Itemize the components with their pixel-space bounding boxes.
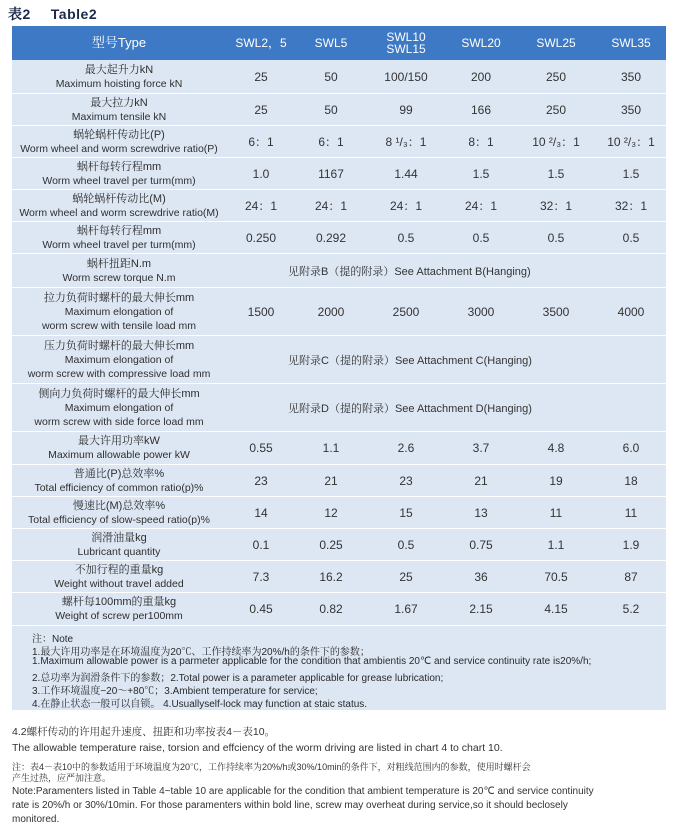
row-label-en: Maximum hoisting force kN [55, 77, 183, 90]
table-row [12, 593, 666, 626]
note-cn: 注：表4－表10中的参数适用于环境温度为20℃，工作持续率为20%/h或30%/10min的条件下，对粗线范围内的参数，使用时螺杆会 [12, 762, 531, 772]
table-cell: 6.0 [622, 441, 640, 455]
table-cell: 24：1 [389, 199, 423, 213]
table-cell: 70.5 [544, 569, 568, 584]
table-cell: 8：1 [468, 135, 494, 149]
row-label-cn: 拉力负荷时螺杆的最大伸长mm [43, 291, 195, 304]
header-model: SWL20 [461, 36, 501, 50]
row-label-cn: 蜗杆每转行程mm [76, 224, 162, 237]
table-cell: 24：1 [314, 199, 348, 213]
table-cell: 0.1 [252, 537, 270, 552]
table-cell: 15 [399, 505, 413, 520]
row-label-cn: 普通比(P)总效率% [73, 467, 165, 480]
row-label-en: Maximum elongation of [64, 305, 174, 318]
row-label-cn: 最大许用功率kW [78, 435, 160, 447]
table-cell: 0.5 [472, 230, 490, 245]
table-cell: 200 [470, 69, 492, 84]
table-cell: 10 ²/₃：1 [532, 135, 580, 149]
table-cell: 23 [399, 473, 413, 488]
table-row [12, 190, 666, 222]
row-label [12, 126, 226, 157]
table-cell: 50 [324, 102, 338, 117]
table-cell: 1167 [318, 166, 344, 181]
table-cell: 0.25 [319, 537, 343, 552]
table-cell: 32：1 [614, 199, 648, 213]
row-label-en: Worm wheel and worm screwdrive ratio(M) [19, 206, 219, 219]
row-label [12, 432, 226, 464]
row-label-cn: 螺杆每100mm的重量kg [61, 596, 177, 608]
table-cell: 0.5 [397, 230, 415, 245]
row-label-en: Maximum allowable power kW [48, 449, 190, 461]
table-cell: 1.0 [252, 166, 270, 181]
table-cell: 3000 [467, 304, 495, 319]
table-cell: 1500 [247, 304, 275, 319]
note-line: 1.Maximum allowable power is a parmeter applicable for the condition that ambientis 20℃ and service continuity rate is20%/h; [32, 656, 592, 667]
row-label-cn: 最大起升力kN [84, 63, 154, 76]
note-en: monitored. [12, 814, 60, 825]
row-label [12, 60, 226, 93]
table-header [12, 26, 666, 60]
note-cn: 产生过热，应严加注意。 [12, 773, 112, 783]
note-line: 1.最大许用功率是在环境温度为20℃、工作持续率为20%/h的条件下的参数； [32, 647, 370, 658]
table-cell: 5.2 [622, 602, 640, 616]
table-cell: 2000 [317, 304, 345, 319]
row-label-en: Worm wheel travel per turm(mm) [42, 174, 196, 187]
table-row [12, 158, 666, 190]
table-cell: 12 [324, 505, 338, 520]
row-label-en: Total efficiency of common ratio(p)% [34, 481, 204, 494]
row-label [12, 190, 226, 221]
table-row [12, 94, 666, 126]
header-model: SWL10 SWL15 [386, 30, 426, 56]
table-cell: 4.15 [544, 602, 568, 616]
table-cell: 250 [545, 69, 567, 84]
table-cell: 0.45 [249, 602, 273, 616]
table-cell: 50 [324, 69, 338, 84]
row-label [12, 94, 226, 125]
row-label [12, 254, 226, 287]
table-cell: 2.6 [397, 441, 415, 455]
row-span-value: 见附录B（提的附录）See Attachment B(Hanging) [288, 265, 531, 278]
table-title [8, 4, 97, 24]
row-label-cn: 蜗杆每转行程mm [76, 160, 162, 173]
table-row [12, 432, 666, 465]
row-label [12, 593, 226, 625]
table-row [12, 529, 666, 561]
note-line: 4.在静止状态一般可以自锁。 4.Usuallyself-lock may function at staic status. [32, 699, 368, 710]
table-row [12, 465, 666, 497]
header-type-label: 型号Type [91, 35, 147, 50]
row-label-en: worm screw with tensile load mm [41, 319, 197, 332]
table-cell: 1.9 [622, 537, 640, 552]
table-row [12, 126, 666, 158]
row-label-cn: 蜗轮蜗杆传动比(P) [73, 128, 165, 141]
table-row [12, 497, 666, 529]
table-cell: 0.55 [249, 441, 273, 455]
table-cell: 16.2 [319, 569, 343, 584]
table-cell: 87 [624, 569, 638, 584]
table-cell: 1.5 [472, 166, 490, 181]
row-label [12, 497, 226, 528]
header-model: SWL2，5 [235, 36, 287, 50]
table-cell: 11 [549, 505, 563, 520]
row-label [12, 222, 226, 253]
row-label-cn: 蜗杆扭距N.m [86, 257, 152, 270]
row-label [12, 336, 226, 383]
row-label-en: Weight of screw per100mm [55, 610, 183, 622]
table-cell: 10 ²/₃：1 [607, 135, 655, 149]
row-label-en: Weight without travel added [54, 577, 184, 590]
row-label [12, 288, 226, 335]
table-cell: 0.5 [397, 537, 415, 552]
table-cell: 2500 [392, 304, 420, 319]
table-cell: 6：1 [318, 135, 344, 149]
table-cell: 18 [624, 473, 638, 488]
table-cell: 25 [399, 569, 413, 584]
row-label-en: Maximum elongation of [64, 401, 174, 414]
table-cell: 11 [624, 505, 638, 520]
table-cell: 1.1 [322, 441, 340, 455]
note-en: rate is 20%/h or 30%/10min. For those paramenters within bold line, screw may overheat during service,so it should beclosely [12, 800, 568, 811]
row-label-en: Worm wheel and worm screwdrive ratio(P) [20, 142, 218, 155]
table-cell: 36 [474, 569, 488, 584]
header-model: SWL5 [314, 36, 348, 50]
row-label-cn: 慢速比(M)总效率% [72, 499, 166, 512]
row-span-value: 见附录C（提的附录）See Attachment C(Hanging) [288, 354, 532, 367]
table-cell: 19 [549, 473, 563, 488]
table-row [12, 336, 666, 384]
row-label-cn: 压力负荷时螺杆的最大伸长mm [43, 339, 195, 352]
table-title-cn: 表2 [8, 6, 31, 22]
row-label-en: Maximum elongation of [64, 353, 174, 366]
row-label-cn: 最大拉力kN [90, 96, 148, 109]
table-cell: 6：1 [248, 135, 274, 149]
table-cell: 1.5 [547, 166, 565, 181]
table-cell: 24：1 [464, 199, 498, 213]
table-cell: 99 [399, 102, 413, 117]
table-cell: 0.292 [315, 230, 347, 245]
table-cell: 0.82 [319, 602, 343, 616]
table-cell: 32：1 [539, 199, 573, 213]
table-row [12, 222, 666, 254]
table-title-en: Table2 [50, 6, 98, 22]
table-cell: 350 [620, 69, 642, 84]
table-cell: 7.3 [252, 569, 270, 584]
row-label-en: Worm screw torque N.m [62, 271, 176, 284]
table-cell: 2.15 [469, 602, 493, 616]
row-label-en: Lubricant quantity [77, 545, 161, 558]
table-row [12, 561, 666, 593]
table-row [12, 288, 666, 336]
row-label [12, 529, 226, 560]
table-cell: 3500 [542, 304, 570, 319]
table-cell: 24：1 [244, 199, 278, 213]
header-model: SWL25 [536, 36, 576, 50]
table-cell: 0.75 [469, 537, 493, 552]
table-cell: 0.5 [547, 230, 565, 245]
table-cell: 350 [620, 102, 642, 117]
table-cell: 4.8 [547, 441, 565, 455]
note-en: Note:Paramenters listed in Table 4~table 10 are applicable for the condition that ambient temperature is 20℃ and service continuity [12, 786, 594, 797]
table-cell: 0.250 [245, 230, 277, 245]
table-cell: 14 [254, 505, 268, 520]
row-label-en: worm screw with side force load mm [34, 415, 204, 428]
table-cell: 166 [470, 102, 492, 117]
spec-table [12, 26, 666, 626]
row-label-en: worm screw with compressive load mm [27, 367, 211, 380]
row-label-en: Maximum tensile kN [71, 110, 167, 123]
row-label-cn: 蜗轮蜗杆传动比(M) [72, 192, 166, 205]
row-label-en: Worm wheel travel per turm(mm) [42, 238, 196, 251]
note-line: 注：Note [32, 634, 74, 645]
table-cell: 8 ¹/₃：1 [385, 135, 427, 149]
row-span-value: 见附录D（提的附录）See Attachment D(Hanging) [288, 402, 532, 415]
table-row [12, 60, 666, 94]
table-cell: 1.67 [394, 602, 418, 616]
notes-box [12, 626, 666, 710]
section-4-2-en: The allowable temperature raise, torsion and effciency of the worm driving are listed in chart 4 to chart 10. [12, 742, 503, 754]
table-cell: 25 [254, 102, 268, 117]
table-cell: 0.5 [622, 230, 640, 245]
table-row [12, 254, 666, 288]
row-label [12, 384, 226, 431]
note-line: 3.工作环境温度−20～+80℃；3.Ambient temperature for service; [32, 686, 318, 697]
row-label-en: Total efficiency of slow-speed ratio(p)% [28, 513, 210, 526]
table-cell: 13 [474, 505, 488, 520]
table-cell: 21 [324, 473, 338, 488]
row-label [12, 561, 226, 592]
table-cell: 250 [545, 102, 567, 117]
table-cell: 1.5 [622, 166, 640, 181]
row-label [12, 465, 226, 496]
table-cell: 1.44 [394, 166, 418, 181]
row-label-cn: 侧向力负荷时螺杆的最大伸长mm [38, 387, 200, 400]
row-label-cn: 润滑油量kg [91, 531, 147, 544]
table-cell: 4000 [617, 304, 645, 319]
table-cell: 100/150 [384, 69, 428, 84]
table-cell: 1.1 [547, 537, 565, 552]
table-cell: 3.7 [472, 441, 490, 455]
table-cell: 23 [254, 473, 268, 488]
row-label [12, 158, 226, 189]
header-model: SWL35 [611, 36, 651, 50]
table-cell: 25 [254, 69, 268, 84]
table-row [12, 384, 666, 432]
row-label-cn: 不加行程的重量kg [74, 563, 164, 576]
note-line: 2.总功率为润滑条件下的参数；2.Total power is a parameter applicable for grease lubrication; [32, 673, 444, 684]
table-cell: 21 [474, 473, 488, 488]
section-4-2-cn: 4.2螺杆传动的许用起升速度、扭距和功率按表4－表10。 [12, 726, 276, 738]
